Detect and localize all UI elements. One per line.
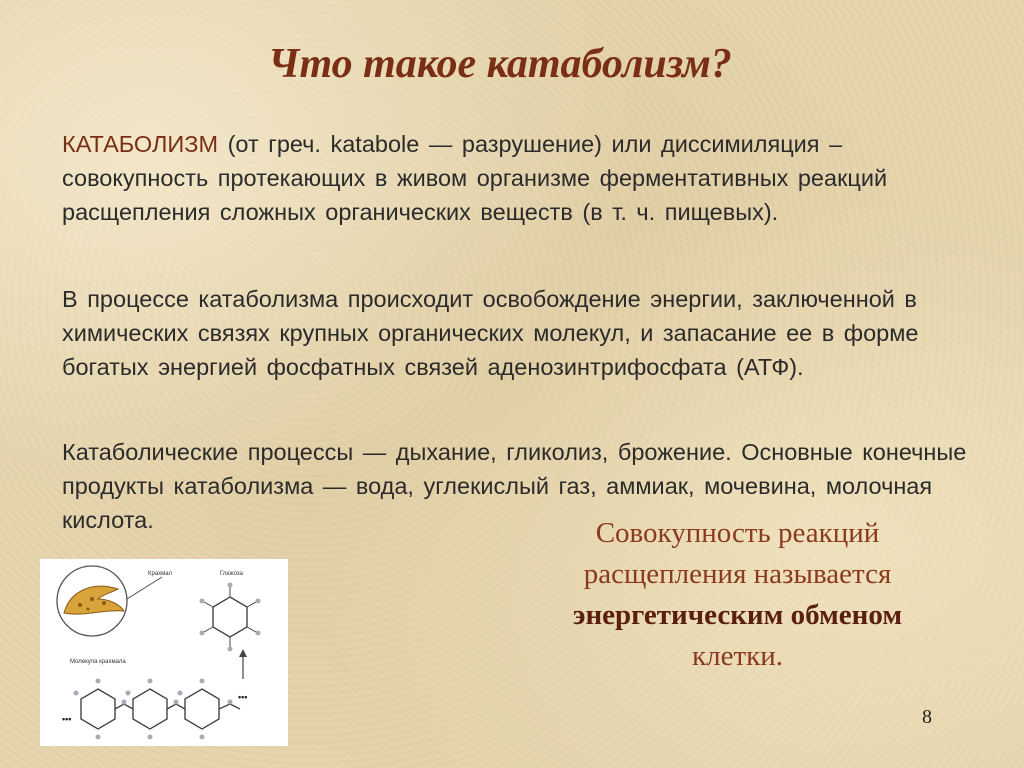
summary-callout	[530, 513, 945, 677]
label-starch-molecule: Молекула крахмала	[70, 659, 126, 665]
chain-continuation-left: •••	[62, 714, 72, 724]
starch-diagram-svg	[40, 559, 288, 746]
summary-highlight: энергетическим обменом	[572, 599, 903, 631]
starch-chain-atoms	[74, 679, 233, 740]
starch-chain	[81, 689, 240, 729]
definition-text: (от греч. katabole — разрушение) или диссимиляция – совокупность протекающих в живом организме ферментативных реакций расщепления сложных органических веществ (в т. ч. пищевых).	[62, 131, 888, 225]
summary-text-2: клетки.	[692, 640, 783, 672]
summary-text-1: Совокупность реакций расщепления называется	[583, 517, 892, 590]
glucose-ring	[213, 597, 247, 637]
starch-pointer-line	[127, 577, 162, 599]
chain-continuation-right: •••	[238, 692, 248, 702]
page-number: 8	[922, 706, 932, 728]
definition-paragraph	[62, 127, 967, 229]
starch-glucose-diagram	[40, 559, 288, 746]
energy-paragraph: В процессе катаболизма происходит освобождение энергии, заключенной в химических связях крупных органических молекул, и запасание ее в форме богатых энергией фосфатных связей аденозинтрифосфата (АТФ).	[62, 286, 919, 380]
label-starch: Крахмал	[148, 571, 173, 577]
label-glucose: Глюкоза	[220, 571, 243, 577]
term-katabolizm: КАТАБОЛИЗМ	[62, 131, 219, 157]
processes-paragraph: Катаболические процессы — дыхание, гликолиз, брожение. Основные конечные продукты катаболизма — вода, углекислый газ, аммиак, мочевина, молочная кислота.	[62, 439, 967, 533]
slide-title: Что такое катаболизм?	[268, 41, 732, 87]
